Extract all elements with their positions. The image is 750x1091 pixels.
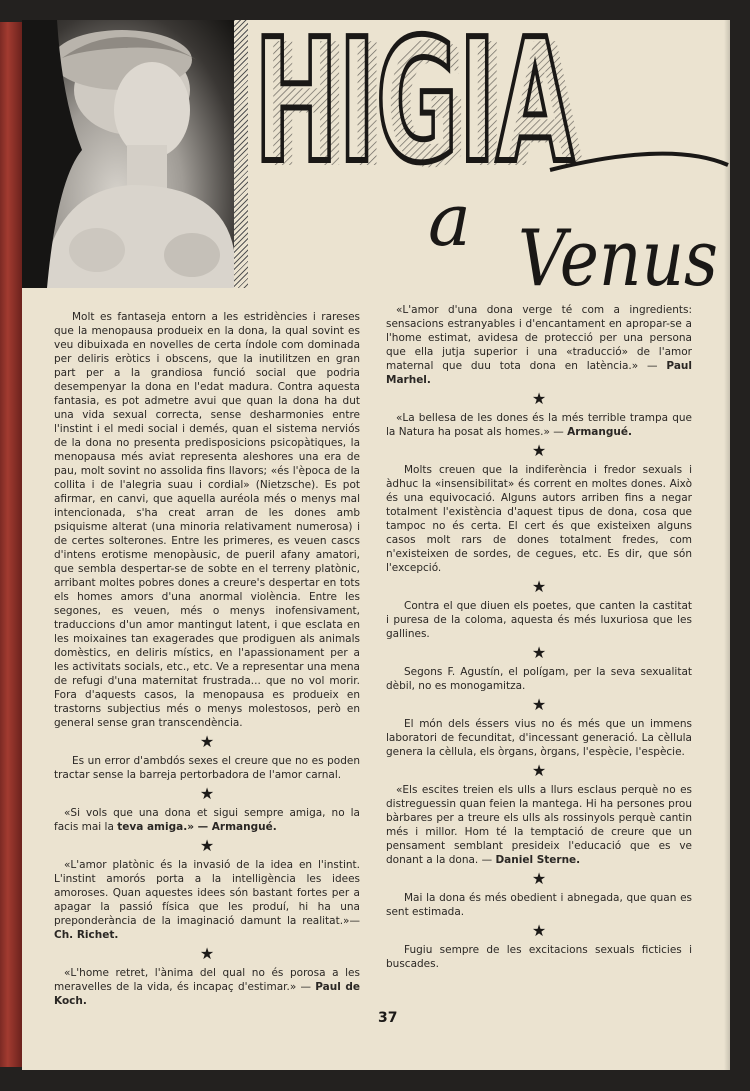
statue-illustration: [22, 20, 234, 288]
paragraph-flee: Fugiu sempre de les excitacions sexuals ficticies i buscades.: [386, 944, 692, 970]
star-divider: ★: [531, 761, 547, 780]
star-divider: ★: [531, 695, 547, 714]
quote-richet: «L'amor platònic és la invasió de la idea en l'instint. L'instint amorós porta a la intelligència les idees amoroses. Quan aquestes idees són bastant fortes per a apagar la passió física que les produí, hi ha una preponderància de la imaginació damunt la realitat.»— Ch. Richet.: [54, 859, 360, 941]
title-sub-a: a: [428, 178, 471, 262]
star-divider: ★: [531, 869, 547, 888]
star-divider: ★: [531, 389, 547, 408]
quote-sterne: «Els escites treien els ulls a llurs esclaus perquè no es distreguessin quan feien la mantega. Hi ha persones prou bàrbares per a treure els ulls als rossinyols perquè cantin més i millor. Hom té la temptació de creure que un pensament semblant presideix l'educació que es ve donant a la dona. — Daniel Sterne.: [386, 784, 692, 866]
intro-paragraph: Molt es fantaseja entorn a les estridències i rareses que la menopausa produeix en la dona, la qual sovint es veu dibuixada en novelles de certa índole com dominada per deliris eròtics i obscens, que la inutilitzen en gran part per a la grandiosa funció social que podria desempenyar la dona en l'edat madura. Contra aquesta fantasia, es pot admetre avui que quan la dona ha dut una vida sexual correcta, sense desharmonies entre l'instint i el medi social i demés, quan el sistema nerviós de la dona no presenta predisposicions psicopàtiques, la menopausa més aviat representa aleshores una era de pau, molt sovint no assolida fins llavors; «és l'època de la collita i de l'alegria suau i cordial» (Nietzsche). Es pot afirmar, en canvi, que aquella auréola més o menys mal intencionada, s'ha creat arran de les dones amb psiquisme alterat (una minoria relativament numerosa) i de certes solterones. Entre les primeres, es veuen cascs d'intens erotisme menopàusic, de pueril afany amatori, que sembla despertar-se de sobte en el terreny platònic, arribant moltes pobres dones a creure's despertar en tots els homes amors d'una anormal violència. Entre les segones, es veuen, més o menys inofensivament, traduccions d'un amor mantingut latent, i que esclata en les moixaines tan exagerades que prodiguen als animals domèstics, en deliris místics, en l'apassionament per a les activitats socials, etc., etc. Ve a representar una mena de refugi d'una maternitat frustrada... que no vol morir. Fora d'aquests casos, la menopausa es produeix en trastorns subjectius més o menys molestosos, però en general sense gran transcendència.: [54, 311, 360, 729]
magazine-page: [22, 20, 730, 1070]
star-divider: ★: [199, 836, 215, 855]
star-divider: ★: [531, 577, 547, 596]
title-sub-venus: Venus: [518, 214, 718, 300]
quote-armangue-1: «Si vols que una dona et sigui sempre amiga, no la facis mai la teva amiga.» — Armangué.: [54, 807, 360, 833]
title-main-shadow: HIGIA: [264, 20, 584, 206]
paragraph-frigidity: Molts creuen que la indiferència i fredor sexuals i àdhuc la «insensibilitat» és corrent en moltes dones. Això és una equivocació. Alguns autors arriben fins a negar totalment l'existència d'aquest tipus de dona, cosa que tampoc no és certa. El cert és que existeixen alguns casos molt rars de dones totalment fredes, com n'existeixen de sordes, de cegues, etc. Es dir, que són l'excepció.: [386, 464, 692, 574]
quote-koch: «L'home retret, l'ànima del qual no és porosa a les meravelles de la vida, és incapaç d'estimar.» — Paul de Koch.: [54, 967, 361, 1007]
paragraph-error: Es un error d'ambdós sexes el creure que no es poden tractar sense la barreja pertorbadora de l'amor carnal.: [54, 755, 360, 781]
star-divider: ★: [199, 944, 215, 963]
star-divider: ★: [531, 441, 547, 460]
star-divider: ★: [199, 784, 215, 803]
paragraph-agustin: Segons F. Agustín, el polígam, per la seva sexualitat dèbil, no es monogamitza.: [386, 666, 692, 692]
right-column: [386, 303, 692, 971]
paragraph-obedient: Mai la dona és més obedient i abnegada, que quan es sent estimada.: [386, 892, 692, 918]
paragraph-fecundity: El món dels éssers vius no és més que un immens laboratori de fecunditat, d'incessant generació. La cèllula genera la cèllula, els òrgans, òrgans, l'espècie, l'espècie.: [386, 718, 692, 758]
decorative-hatching: [234, 20, 248, 288]
left-column: [54, 310, 360, 1008]
title-main: HIGIA: [254, 20, 574, 201]
venus-statue-photo: [22, 20, 234, 288]
star-divider: ★: [531, 643, 547, 662]
page-number: 37: [378, 1010, 398, 1026]
star-divider: ★: [199, 732, 215, 751]
paragraph-dove: Contra el que diuen els poetes, que canten la castitat i puresa de la coloma, aquesta és més luxuriosa que les gallines.: [386, 600, 692, 640]
star-divider: ★: [531, 921, 547, 940]
book-spine: [0, 22, 22, 1067]
quote-armangue-2: «La bellesa de les dones és la més terrible trampa que la Natura ha posat als homes.» — Armangué.: [386, 412, 692, 438]
quote-marhel: «L'amor d'una dona verge té com a ingredients: sensacions estranyables i d'encantament en apropar-se a l'home estimat, avidesa de protecció per una persona que ella jutja superior i una «traducció» de l'amor maternal que duu tota dona en latència.» — Paul Marhel.: [386, 304, 692, 386]
article-title: [250, 20, 730, 300]
